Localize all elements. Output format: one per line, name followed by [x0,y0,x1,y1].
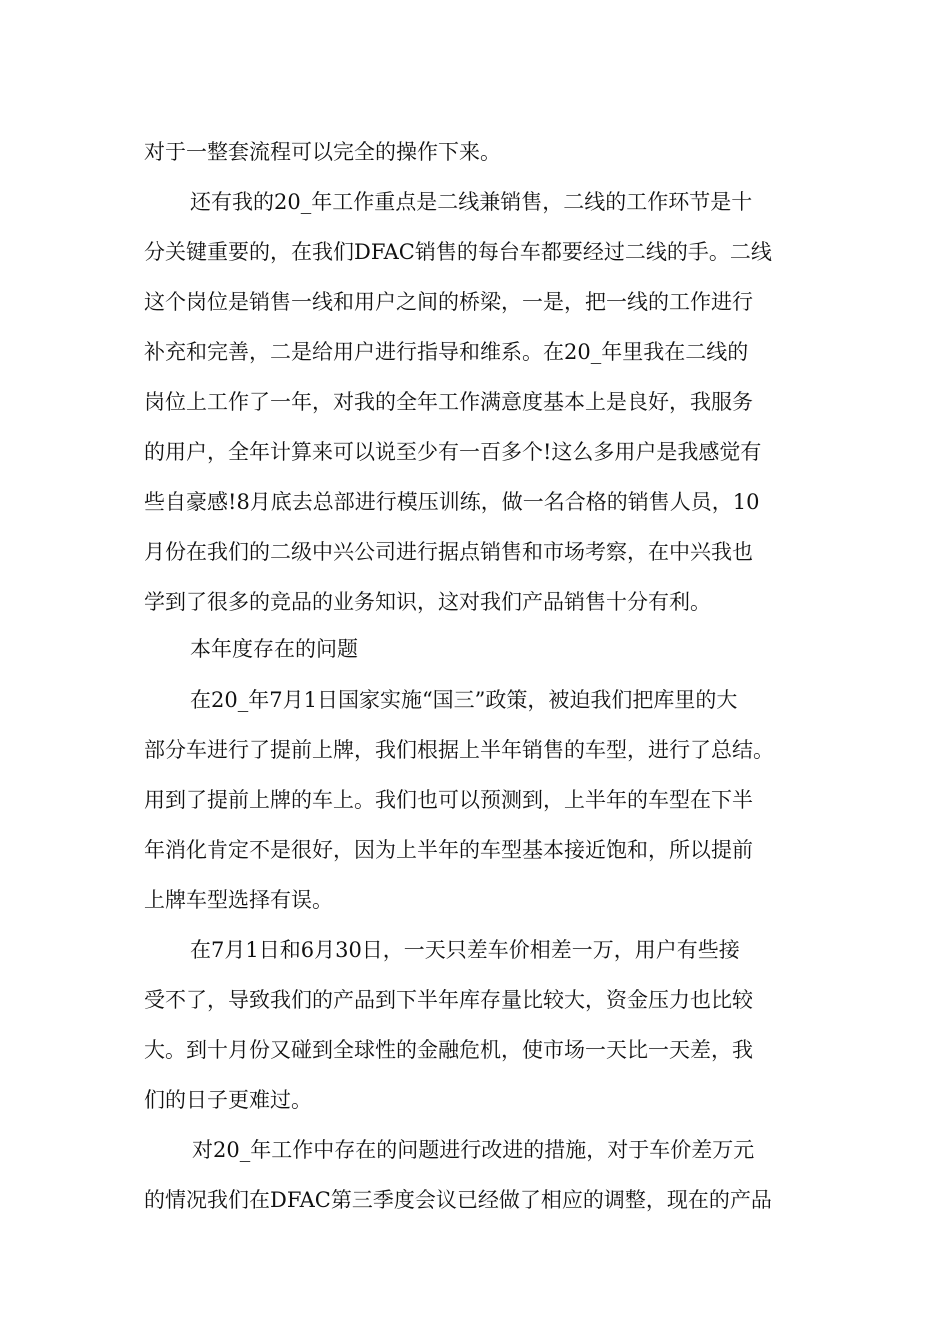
body-text-line: 们的日子更难过。 [144,1088,312,1112]
body-text-line: 大。到十月份又碰到全球性的金融危机，使市场一天比一天差，我 [144,1038,753,1062]
body-text-line: 还有我的20_年工作重点是二线兼销售，二线的工作环节是十 [190,190,753,214]
body-text-line: 部分车进行了提前上牌，我们根据上半年销售的车型，进行了总结。 [144,738,774,762]
body-text-line: 上牌车型选择有误。 [144,888,333,912]
body-text-line: 分关键重要的，在我们DFAC销售的每台车都要经过二线的手。二线 [144,240,772,264]
body-text-line: 这个岗位是销售一线和用户之间的桥梁，一是，把一线的工作进行 [144,290,753,314]
body-text-line: 在7月1日和6月30日，一天只差车价相差一万，用户有些接 [190,938,740,962]
body-text-line: 岗位上工作了一年，对我的全年工作满意度基本上是良好，我服务 [144,390,753,414]
body-text-line: 用到了提前上牌的车上。我们也可以预测到，上半年的车型在下半 [144,788,753,812]
section-heading: 本年度存在的问题 [190,637,358,661]
body-text-line: 年消化肯定不是很好，因为上半年的车型基本接近饱和，所以提前 [144,838,753,862]
body-text-line: 的用户，全年计算来可以说至少有一百多个!这么多用户是我感觉有 [144,440,762,464]
body-text-line: 在20_年7月1日国家实施“国三”政策，被迫我们把库里的大 [190,688,738,712]
body-text-line: 些自豪感!8月底去总部进行模压训练，做一名合格的销售人员，10 [144,490,760,514]
body-text-line: 对20_年工作中存在的问题进行改进的措施，对于车价差万元 [192,1138,755,1162]
body-text-line: 的情况我们在DFAC第三季度会议已经做了相应的调整，现在的产品 [144,1188,772,1212]
body-text-line: 补充和完善，二是给用户进行指导和维系。在20_年里我在二线的 [144,340,749,364]
body-text-line: 对于一整套流程可以完全的操作下来。 [144,140,501,164]
body-text-line: 受不了，导致我们的产品到下半年库存量比较大，资金压力也比较 [144,988,753,1012]
body-text-line: 月份在我们的二级中兴公司进行据点销售和市场考察，在中兴我也 [144,540,753,564]
body-text-line: 学到了很多的竞品的业务知识，这对我们产品销售十分有利。 [144,590,711,614]
